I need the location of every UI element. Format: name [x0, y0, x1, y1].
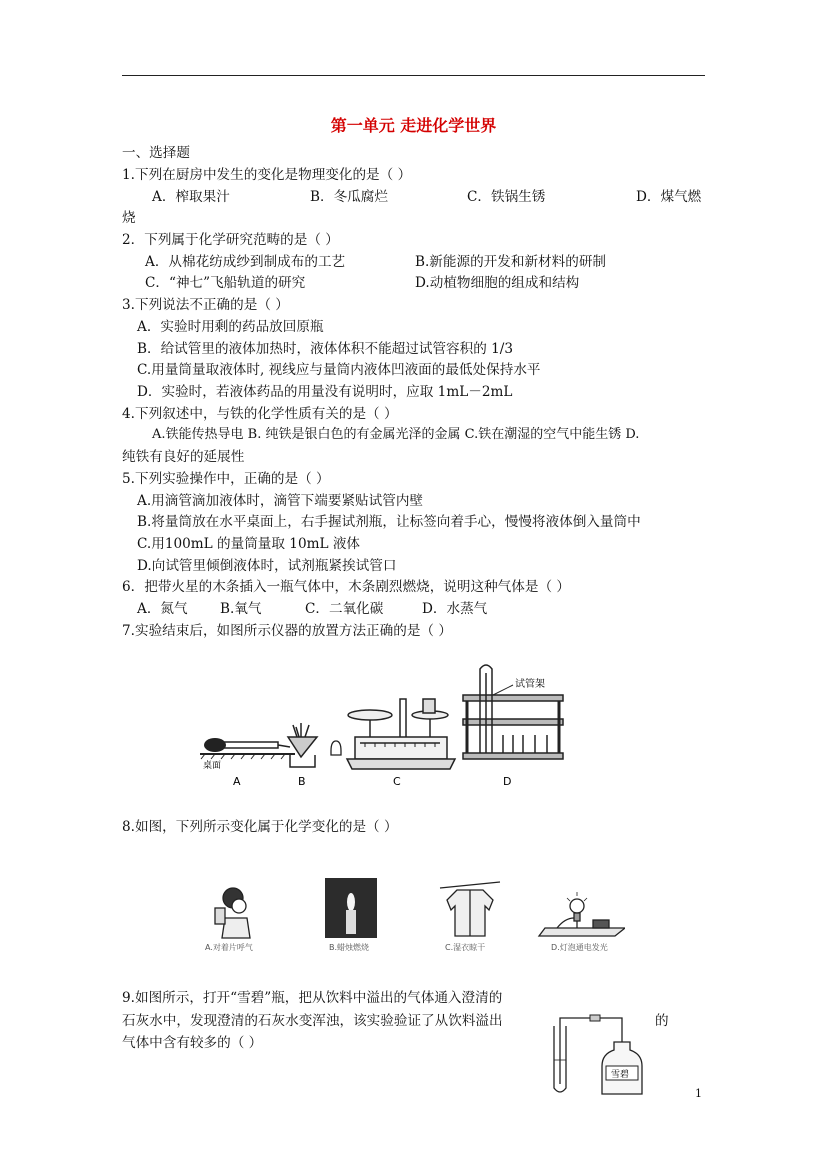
fig-rack-pointer	[493, 685, 513, 695]
section-heading: 一、选择题	[122, 145, 190, 161]
q2-option-b: B.新能源的开发和新材料的研制	[415, 254, 607, 270]
page-title: 第一单元 走进化学世界	[330, 116, 497, 135]
q6-option-b: B.氧气	[220, 601, 262, 617]
q6-stem: 6．把带火星的木条插入一瓶气体中，木条剧烈燃烧，说明这种气体是（ ）	[122, 579, 570, 595]
header-rule	[122, 75, 705, 76]
q9-bottle-label: 雪碧	[611, 1070, 630, 1080]
q3-option-d: D．实验时，若液体药品的用量没有说明时，应取 1mL－2mL	[137, 384, 513, 400]
fig-label-d: D	[503, 775, 512, 788]
q1-option-c: C．铁锅生锈	[467, 189, 546, 205]
q3-option-b: B．给试管里的液体加热时，液体体积不能超过试管容积的 1/3	[137, 341, 514, 357]
q1-stem: 1.下列在厨房中发生的变化是物理变化的是（ ）	[122, 167, 412, 183]
q7-stem: 7.实验结束后，如图所示仪器的放置方法正确的是（ ）	[122, 623, 452, 639]
fig8-d-bulb-glowing	[539, 892, 625, 936]
fig8-b-candle-burning	[325, 878, 377, 938]
fig-rack-label: 试管架	[515, 679, 545, 690]
fig-b-cap	[331, 741, 341, 755]
fig-b-brush-beaker	[288, 723, 317, 767]
q9-line1: 9.如图所示，打开“雪碧”瓶，把从饮料中溢出的气体通入澄清的	[122, 990, 503, 1006]
q4-options-line1: A.铁能传热导电 B. 纯铁是银白色的有金属光泽的金属 C.铁在潮湿的空气中能生锈 D.	[152, 427, 640, 442]
fig-a-dropper-on-desk	[200, 738, 295, 759]
fig-label-c: C	[393, 775, 401, 788]
fig-label-a: A	[233, 775, 241, 788]
q1-option-a: A．榨取果汁	[152, 189, 230, 205]
q8-stem: 8.如图，下列所示变化属于化学变化的是（ ）	[122, 819, 398, 835]
q2-option-c: C．“神七”飞船轨道的研究	[145, 275, 306, 291]
q5-stem: 5.下列实验操作中，正确的是（ ）	[122, 471, 330, 487]
q2-option-d: D.动植物细胞的组成和结构	[415, 275, 580, 291]
q3-stem: 3.下列说法不正确的是（ ）	[122, 297, 289, 313]
q1-option-b: B．冬瓜腐烂	[310, 189, 388, 205]
fig8-c-clothes-drying	[440, 882, 500, 936]
fig8-caption-b: B.蜡烛燃烧	[329, 943, 370, 952]
q9-line2-end: 的	[655, 1013, 669, 1029]
q2-stem: 2．下列属于化学研究范畴的是（ ）	[122, 232, 339, 248]
fig-d-test-tube-rack	[463, 665, 563, 759]
q4-options-line2: 纯铁有良好的延展性	[122, 449, 245, 465]
q5-option-a: A.用滴管滴加液体时，滴管下端要紧贴试管内壁	[137, 493, 424, 509]
q5-option-d: D.向试管里倾倒液体时，试剂瓶紧挨试管口	[137, 558, 397, 574]
page-number: 1	[695, 1087, 702, 1100]
q3-option-a: A．实验时用剩的药品放回原瓶	[137, 319, 324, 335]
q6-option-c: C．二氧化碳	[305, 601, 384, 617]
q7-instrument-figure	[195, 655, 595, 795]
q6-option-d: D．水蒸气	[422, 601, 488, 617]
q9-line3: 气体中含有较多的（ ）	[122, 1035, 263, 1051]
fig-label-b: B	[298, 775, 306, 788]
q8-change-figure	[195, 870, 625, 960]
fig-c-balance	[347, 699, 455, 769]
q4-stem: 4.下列叙述中，与铁的化学性质有关的是（ ）	[122, 406, 398, 422]
q9-line2: 石灰水中，发现澄清的石灰水变浑浊，该实验验证了从饮料溢出	[122, 1013, 503, 1029]
fig8-caption-d: D.灯泡通电发光	[551, 943, 608, 952]
fig-desk-label: 桌面	[203, 761, 222, 771]
q9-apparatus-figure	[548, 1012, 648, 1098]
fig8-caption-c: C.湿衣晾干	[445, 943, 486, 952]
q1-option-d: D．煤气燃	[636, 189, 702, 205]
q2-option-a: A．从棉花纺成纱到制成布的工艺	[145, 254, 346, 270]
q5-option-b: B.将量筒放在水平桌面上，右手握试剂瓶，让标签向着手心，慢慢将液体倒入量筒中	[137, 514, 641, 530]
q5-option-c: C.用100mL 的量筒量取 10mL 液体	[137, 536, 361, 552]
fig8-a-person-breathing	[215, 888, 250, 938]
q6-option-a: A．氮气	[137, 601, 188, 617]
q1-option-d-continued: 烧	[122, 210, 136, 226]
q3-option-c: C.用量筒量取液体时, 视线应与量筒内液体凹液面的最低处保持水平	[137, 362, 541, 378]
fig8-caption-a: A.对着片呼气	[205, 943, 253, 952]
